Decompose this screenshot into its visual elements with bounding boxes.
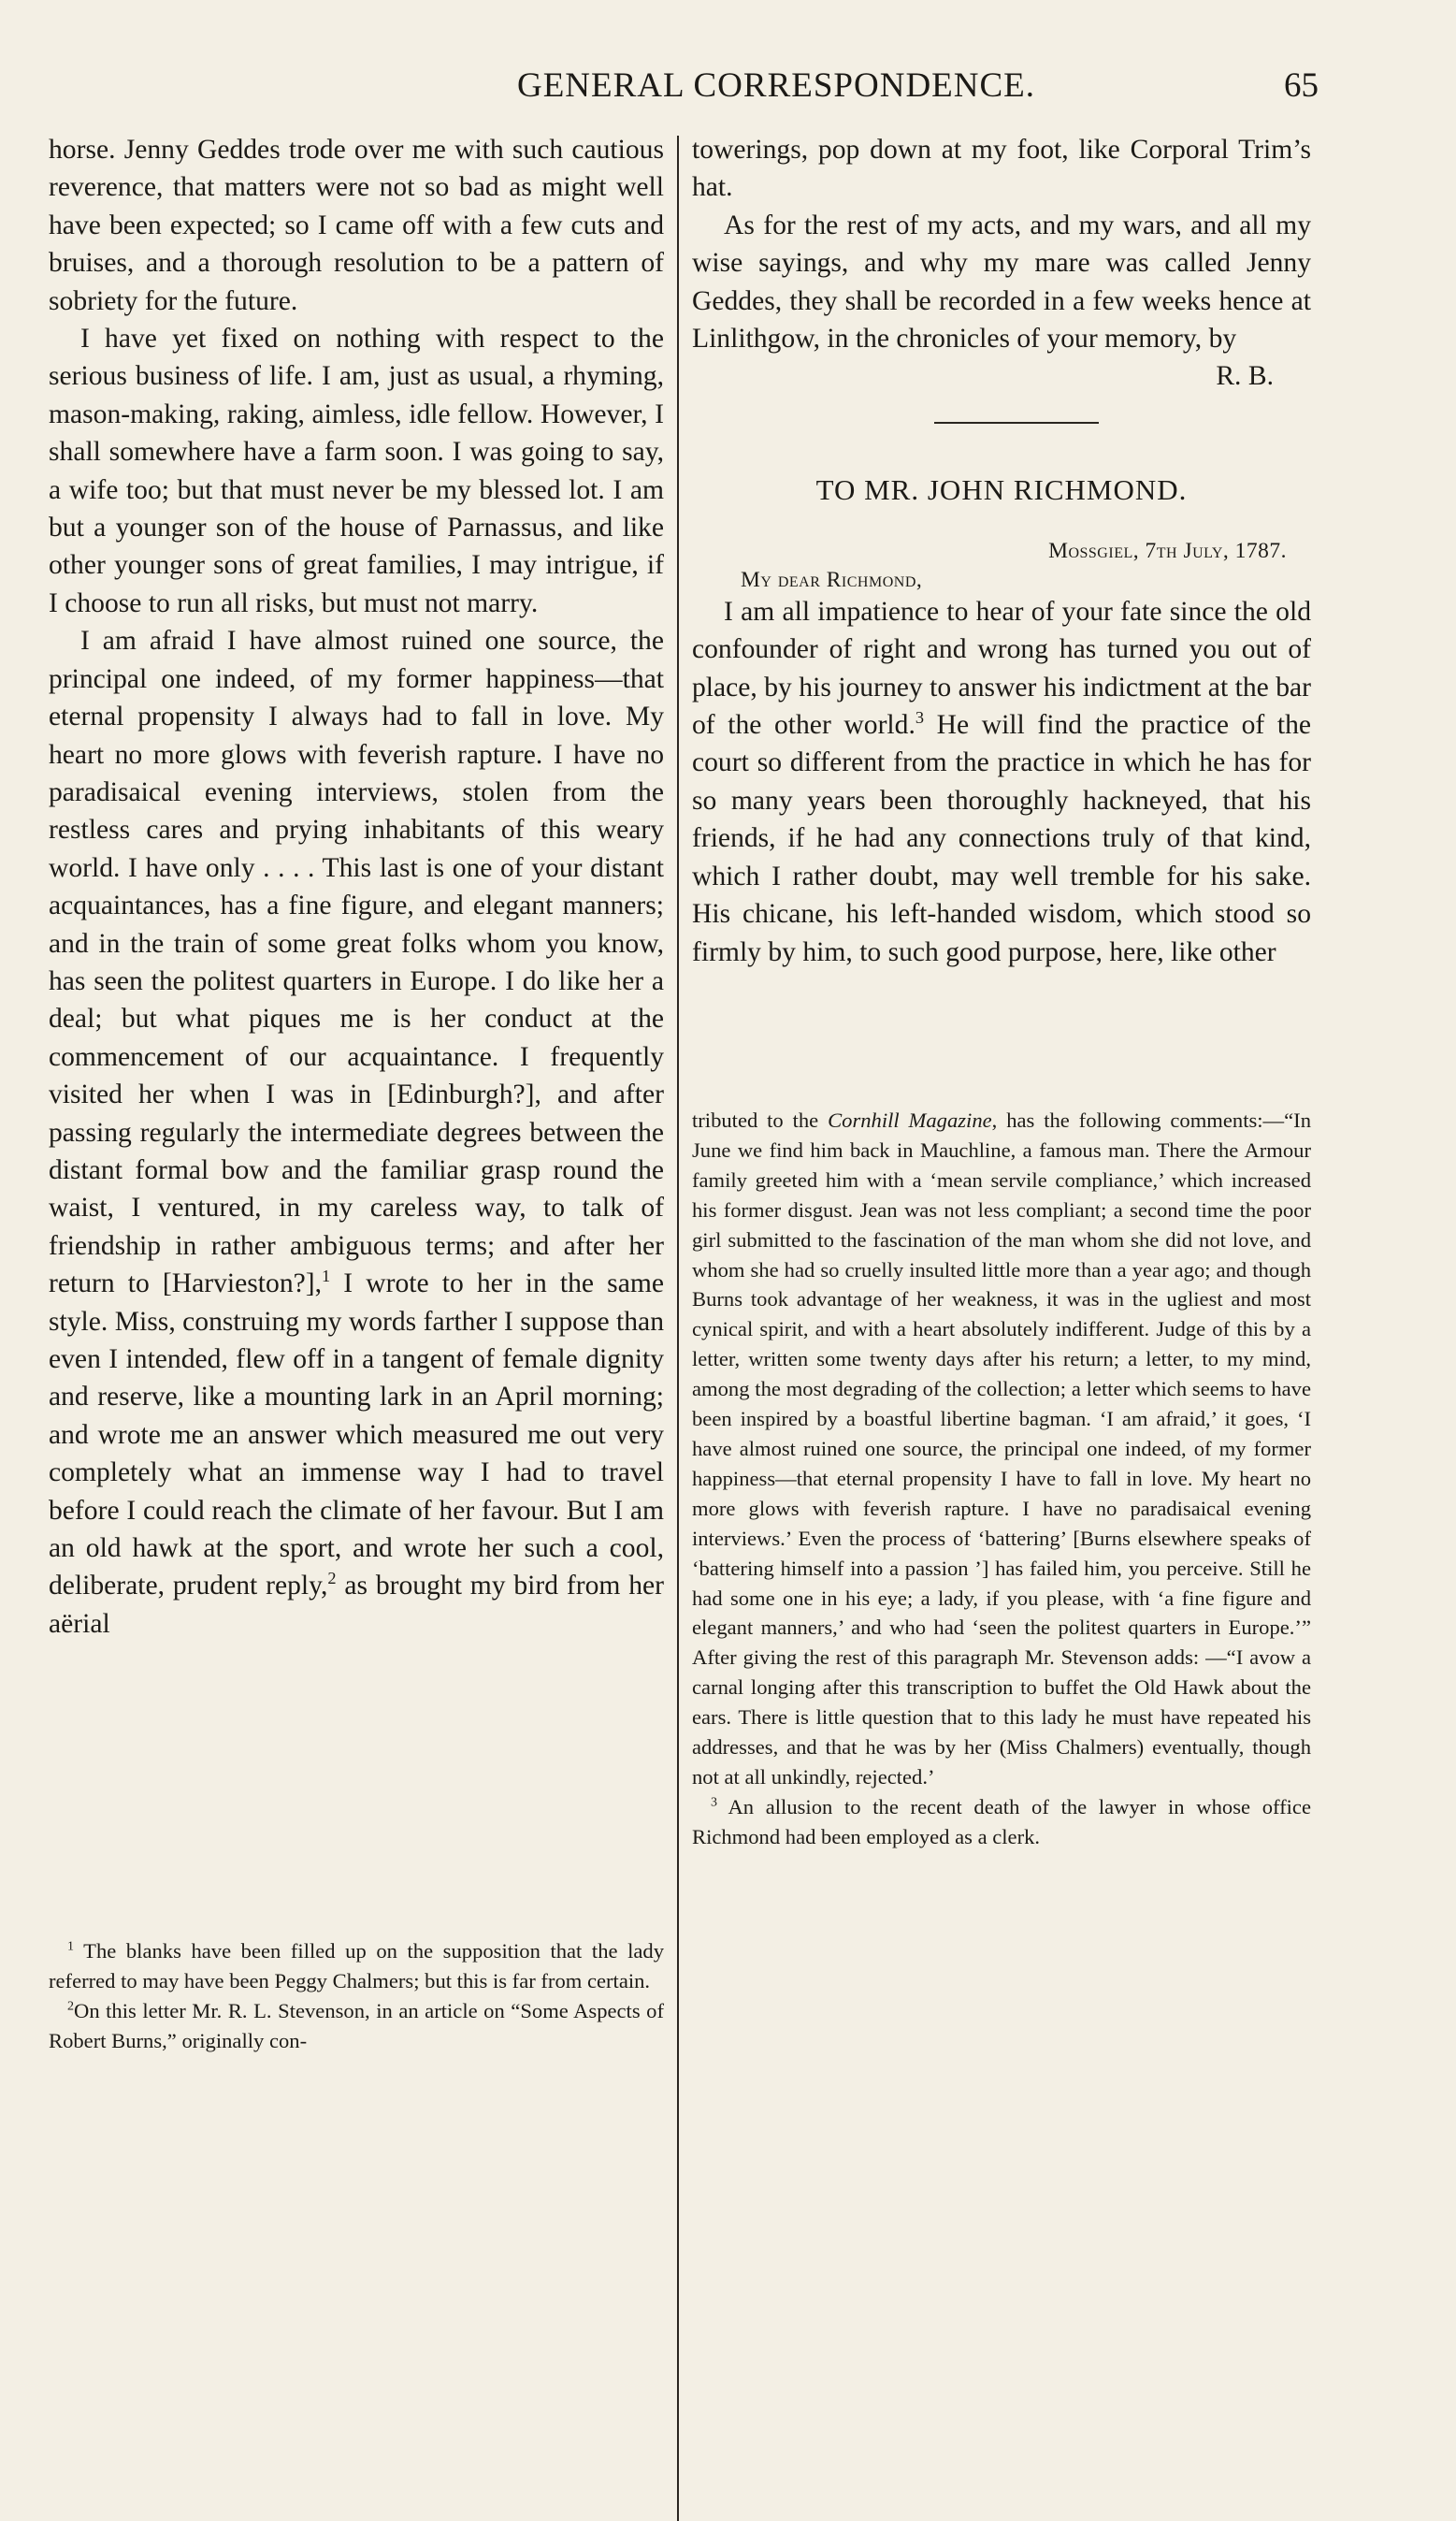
column-divider xyxy=(677,136,679,2521)
running-title: GENERAL CORRESPONDENCE. xyxy=(516,66,1036,105)
left-column xyxy=(49,131,664,1643)
footnote-1-text: The blanks have been filled up on the supposition that the lady referred to may have been Peggy Chalmers; but this is far from certain. xyxy=(49,1939,664,1992)
right-paragraph-2: As for the rest of my acts, and my wars, and all my wise sayings, and why my mare was called Jenny Geddes, they shall be recorded in a few weeks hence at Linlithgow, in the chronicles of your memory, by xyxy=(692,210,1311,355)
footnote-2-cont-text-b: , has the following comments:—“In June we find him back in Mauchline, a famous man. There the Armour family greeted him with a ‘mean servile compliance,’ which increased his former disgust. Jean was not less compliant; a second time the poor girl submitted to the fascination of the man whom she did not love, and whom she had so cruelly insulted little more than a year ago; and though Burns took advantage of her weakness, it was in the ugliest and most cynical spirit, and with a heart absolutely indifferent. Judge of this by a letter, written some twenty days after his return; a letter, to my mind, among the most degrading of the collection; a letter which seems to have been inspired by a boastful libertine bagman. ‘I am afraid,’ it goes, ‘I have almost ruined one source, the principal one indeed, of my former happiness—that eternal propensity I have to fall in love. My heart no more glows with feverish rapture. I have no paradisaical evening interviews.’ Even the process of ‘battering’ [Burns elsewhere speaks of ‘battering himself into a passion ’] has failed him, you perceive. Still he had some one in his eye; a lady, if you please, with ‘a fine figure and elegant manners,’ and who had ‘seen the politest quarters in Europe.’” After giving the rest of this paragraph Mr. Stevenson adds: —“I avow a carnal longing after this transcription to buffet the Old Hawk about the ears. There is little question that to this lady he must have repeated his addresses, and that he was by her (Miss Chalmers) eventually, though not at all unkindly, rejected.’ xyxy=(692,1108,1311,1789)
right-paragraph-3 xyxy=(692,593,1311,971)
right-column xyxy=(692,131,1311,971)
footnote-ref-1: 1 xyxy=(322,1267,331,1286)
footnote-1-number: 1 xyxy=(67,1939,74,1954)
footnote-2-number: 2 xyxy=(67,1999,74,2014)
left-paragraph-1: horse. Jenny Geddes trode over me with such cautious reverence, that matters were not so bad as might well have been expected; so I came off with a few cuts and bruises, and a thorough resolution to be a pattern of sobriety for the future. xyxy=(49,135,664,316)
left-paragraph-3-text-a: I am afraid I have almost ruined one source, the principal one indeed, of my former happiness—that eternal propensity I always had to fall in love. My heart no more glows with feverish rapture. I have no paradisaical evening interviews, stolen from the restless cares and prying inhabitants of this weary world. I have only . . . . This last is one of your distant acquaintances, has a fine figure, and elegant manners; and in the train of some great folks whom you know, has seen the politest quarters in Europe. I do like her a deal; but what piques me is her conduct at the commencement of our acquaintance. I frequently visited her when I was in [Edinburgh?], and after passing regularly the intermediate degrees between the distant formal bow and the familiar grasp round the waist, I ventured, in my careless way, to talk of friendship in rather ambiguous terms; and after her return to [Harvieston?], xyxy=(49,626,664,1299)
right-paragraph-1: towerings, pop down at my foot, like Corporal Trim’s hat. xyxy=(692,135,1311,203)
left-paragraph-3-text-c: as brought my bird from her aërial xyxy=(49,1571,664,1639)
salutation: My dear Richmond, xyxy=(741,567,923,592)
footnote-2-continued xyxy=(692,1106,1311,1792)
footnote-ref-3: 3 xyxy=(915,708,925,728)
section-divider xyxy=(934,422,1099,424)
left-paragraph-2: I have yet fixed on nothing with respect to the serious business of life. I am, just as usual, a rhyming, mason-making, raking, aimless, idle fellow. However, I shall somewhere have a farm soon. I was going to say, a wife too; but that must never be my blessed lot. I am but a younger son of the house of Parnassus, and like other younger sons of great families, I may intrigue, if I choose to run all risks, but must not marry. xyxy=(49,324,664,618)
footnote-3-text: An allusion to the recent death of the lawyer in whose office Richmond had been employed as a clerk. xyxy=(692,1794,1311,1848)
right-footnotes xyxy=(692,1106,1311,1852)
left-paragraph-3 xyxy=(49,622,664,1643)
left-paragraph-3-text-b: I wrote to her in the same style. Miss, construing my words farther I suppose than even I intended, flew off in a tangent of female dignity and reserve, like a mounting lark in an April morning; and wrote me an answer which measured me out very completely what an immense way I had to travel before I could reach the climate of her favour. But I am an old hawk at the sport, and wrote her such a cool, deliberate, prudent reply, xyxy=(49,1268,664,1601)
footnote-2 xyxy=(49,1996,664,2056)
footnote-3 xyxy=(692,1792,1311,1852)
signature: R. B. xyxy=(1216,361,1274,392)
page-number: 65 xyxy=(1284,66,1319,105)
page-header xyxy=(402,65,1319,112)
footnote-2-cont-text-a: tributed to the xyxy=(692,1108,829,1132)
footnote-3-number: 3 xyxy=(711,1795,717,1810)
letter-title: TO MR. JOHN RICHMOND. xyxy=(815,472,1188,506)
right-paragraph-3-text-a: I am all impatience to hear of your fate since the old confounder of right and wrong has turned you out of place, by his journey to answer his indictment at the bar of the other world. xyxy=(692,596,1311,741)
right-paragraph-3-text-b: He will find the practice of the court so different from the practice in which he has for so many years been thoroughly hackneyed, that his friends, if he had any connections truly of that kind, which I rather doubt, may well tremble for his sake. His chicane, his left-handed wisdom, which stood so firmly by him, to such good purpose, here, like other xyxy=(692,710,1311,967)
footnote-1 xyxy=(49,1936,664,1996)
footnote-ref-2: 2 xyxy=(327,1569,337,1588)
left-footnotes xyxy=(49,1936,664,2056)
footnote-2-text: On this letter Mr. R. L. Stevenson, in an article on “Some Aspects of Robert Burns,” originally con- xyxy=(49,1998,664,2052)
magazine-title: Cornhill Magazine xyxy=(828,1108,992,1132)
dateline: Mossgiel, 7th July, 1787. xyxy=(1048,538,1287,563)
